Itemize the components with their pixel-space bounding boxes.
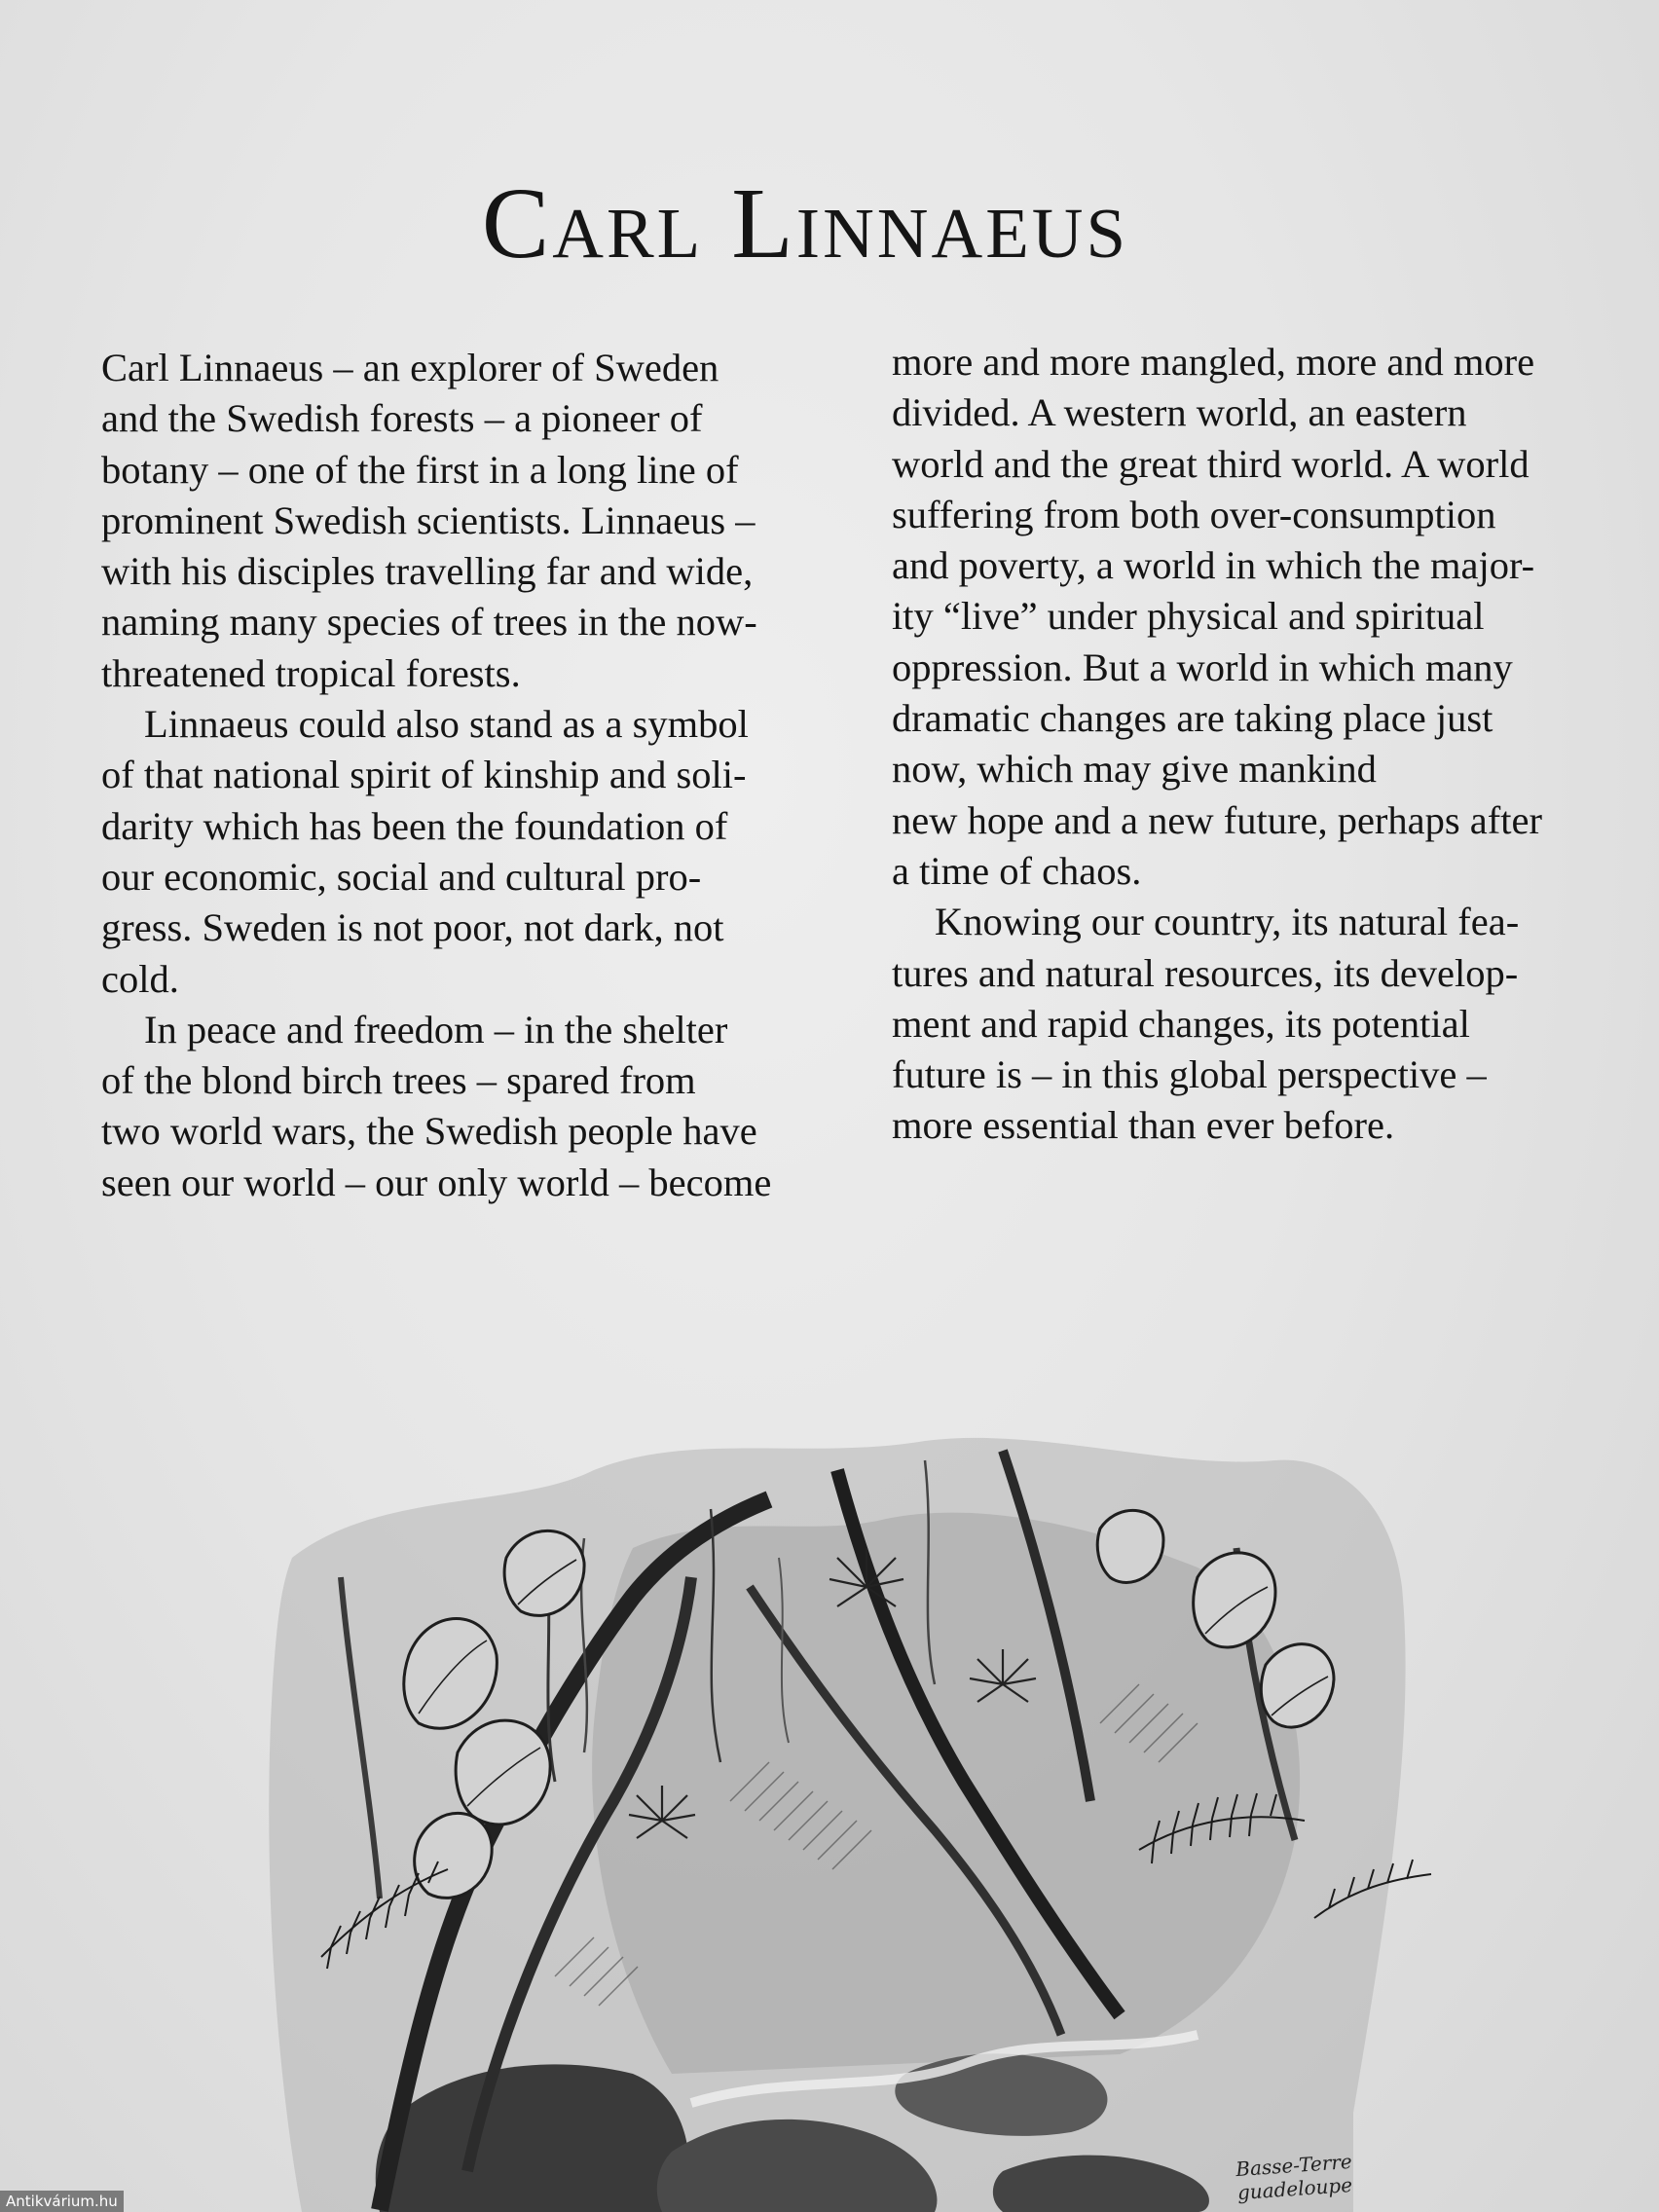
page-title: Carl Linnaeus [481, 167, 1129, 279]
text-line: prominent Swedish scientists. Linnaeus – [101, 498, 756, 542]
text-line: Linnaeus could also stand as a symbol [144, 702, 749, 747]
text-line: future is – in this global perspective – [892, 1052, 1487, 1097]
text-line: cold. [101, 956, 179, 1001]
text-line: threatened tropical forests. [101, 650, 521, 695]
text-column-right [892, 337, 1593, 1152]
caption-line: guadeloupe [1236, 2172, 1353, 2205]
text-line: In peace and freedom – in the shelter [144, 1007, 728, 1051]
text-line: gress. Sweden is not poor, not dark, not [101, 905, 724, 950]
text-line: more and more mangled, more and more [892, 340, 1535, 384]
text-line: now, which may give mankind [892, 747, 1377, 792]
text-line: Carl Linnaeus – an explorer of Sweden [101, 346, 719, 389]
text-line: a time of chaos. [892, 848, 1142, 893]
watermark-label: Antikvárium.hu [0, 2191, 124, 2212]
text-line: new hope and a new future, perhaps after [892, 797, 1542, 842]
text-line: ment and rapid changes, its potential [892, 1001, 1470, 1046]
text-line: more essential than ever before. [892, 1103, 1395, 1148]
text-line: of the blond birch trees – spared from [101, 1058, 696, 1103]
text-line: two world wars, the Swedish people have [101, 1109, 757, 1154]
text-line: naming many species of trees in the now- [101, 600, 757, 645]
text-line: Knowing our country, its natural fea- [935, 900, 1520, 944]
text-line: divided. A western world, an eastern [892, 390, 1467, 435]
text-line: oppression. But a world in which many [892, 645, 1513, 689]
text-line: and the Swedish forests – a pioneer of [101, 396, 703, 441]
rainforest-illustration [263, 1431, 1460, 2212]
text-line: tures and natural resources, its develop- [892, 950, 1519, 995]
text-line: suffering from both over-consumption [892, 492, 1496, 536]
text-line: botany – one of the first in a long line of [101, 447, 739, 492]
text-column-left [101, 343, 802, 1208]
caption-line: Basse-Terre [1235, 2149, 1353, 2182]
text-line: world and the great third world. A world [892, 441, 1530, 486]
text-line: and poverty, a world in which the major- [892, 543, 1535, 588]
illustration-caption [1235, 2150, 1354, 2204]
text-line: ity “live” under physical and spiritual [892, 594, 1485, 639]
text-line: with his disciples travelling far and wide, [101, 549, 754, 594]
text-line: dramatic changes are taking place just [892, 696, 1493, 741]
text-line: our economic, social and cultural pro- [101, 854, 702, 899]
text-line: darity which has been the foundation of [101, 803, 728, 848]
text-line: of that national spirit of kinship and soli- [101, 753, 747, 797]
text-line: seen our world – our only world – become [101, 1160, 772, 1204]
